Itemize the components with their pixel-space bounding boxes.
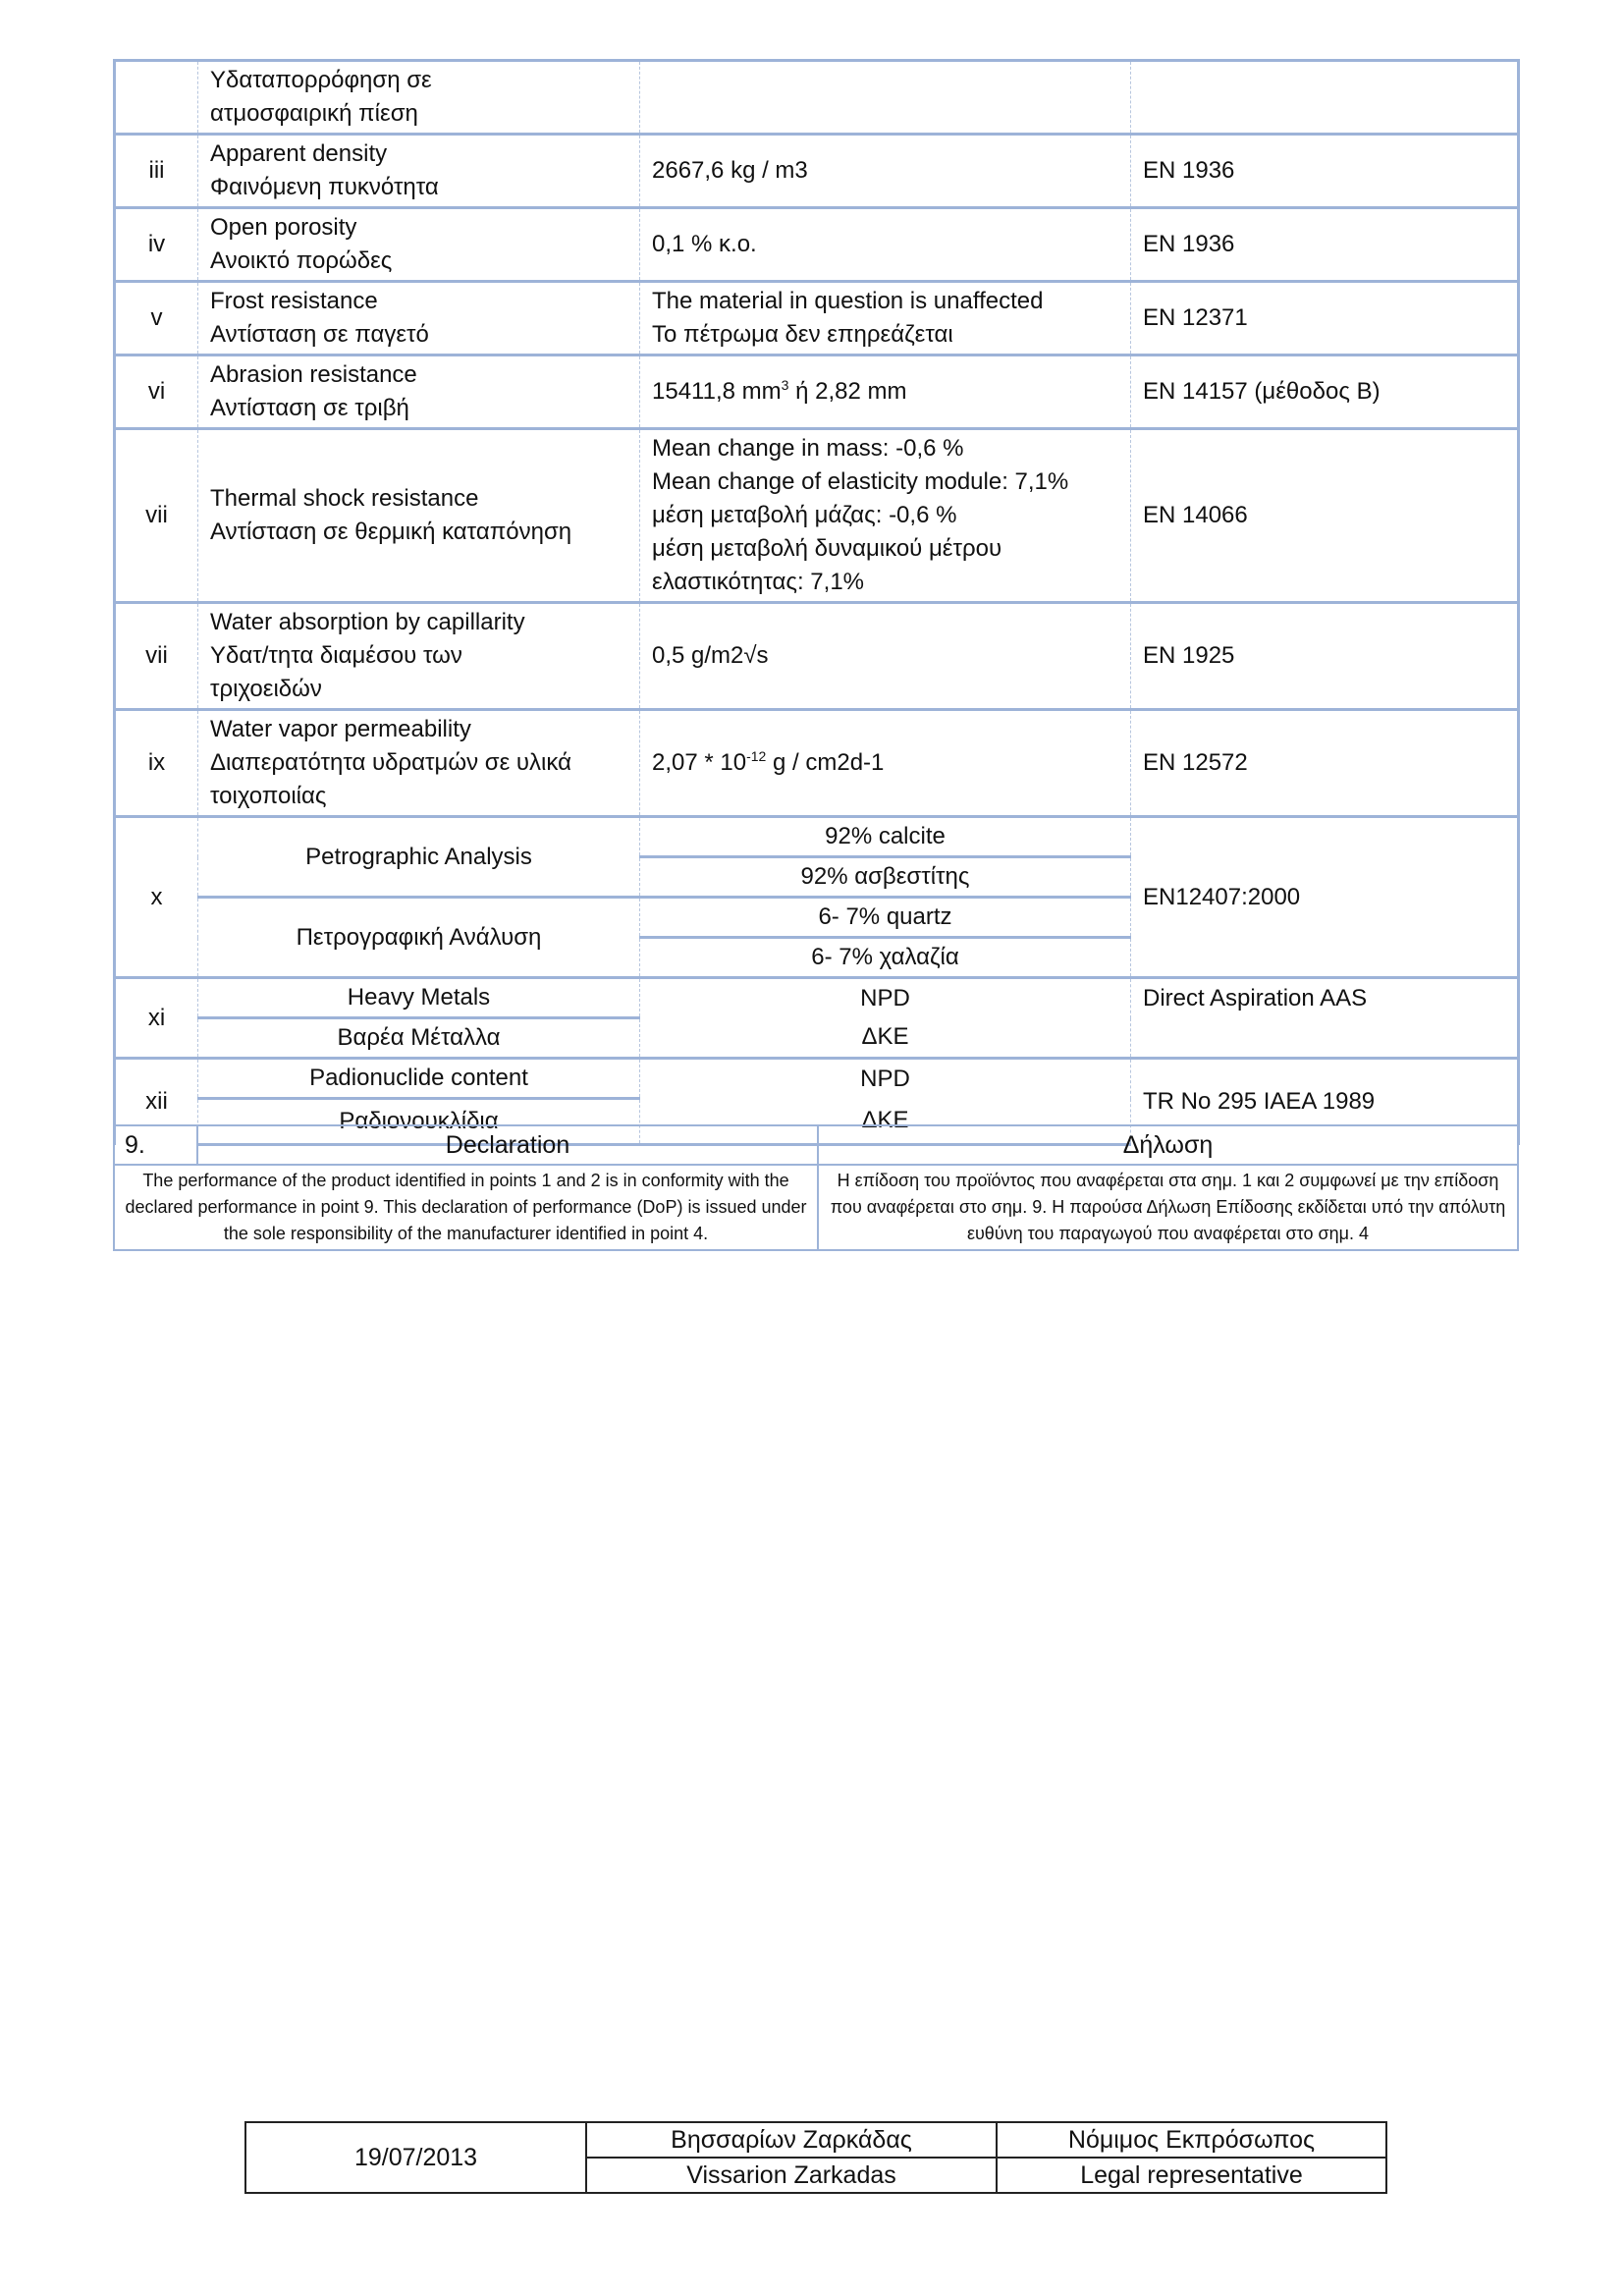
row-number: vii xyxy=(115,603,198,710)
table-row xyxy=(115,282,1519,355)
radionuclide-label-el: Ραδιονουκλίδια xyxy=(198,1099,640,1145)
petrographic-value: 6- 7% χαλαζία xyxy=(640,938,1131,978)
table-row xyxy=(115,208,1519,282)
row-number: vii xyxy=(115,429,198,603)
property-value: 2667,6 kg / m3 xyxy=(640,135,1131,208)
radionuclide-label-en: Padionuclide content xyxy=(198,1059,640,1099)
property-label: Water absorption by capillarity Υδατ/τητα διαμέσου των τριχοειδών xyxy=(198,603,640,710)
signatory-role-el: Νόμιμος Εκπρόσωπος xyxy=(997,2122,1386,2158)
property-label: Υδαταπορρόφηση σε ατμοσφαιρική πίεση xyxy=(198,61,640,135)
petrographic-label-el: Πετρογραφική Ανάλυση xyxy=(198,898,640,978)
property-label: Open porosity Ανοικτό πορώδες xyxy=(198,208,640,282)
property-standard: EN 14157 (μέθοδος Β) xyxy=(1131,355,1519,429)
property-standard: EN 1936 xyxy=(1131,135,1519,208)
declaration-number: 9. xyxy=(114,1125,197,1165)
empty-cell xyxy=(1131,1018,1519,1059)
property-standard: EN 12371 xyxy=(1131,282,1519,355)
declaration-table xyxy=(113,1124,1519,1251)
table-row-petrographic xyxy=(115,817,1519,857)
row-number: vi xyxy=(115,355,198,429)
property-standard: EN 1936 xyxy=(1131,208,1519,282)
petrographic-value: 92% ασβεστίτης xyxy=(640,857,1131,898)
table-row xyxy=(115,135,1519,208)
property-value: The material in question is unaffected Το πέτρωμα δεν επηρεάζεται xyxy=(640,282,1131,355)
property-label: Apparent density Φαινόμενη πυκνότητα xyxy=(198,135,640,208)
row-number: v xyxy=(115,282,198,355)
table-row xyxy=(115,603,1519,710)
property-value xyxy=(640,61,1131,135)
heavy-metals-standard: Direct Aspiration AAS xyxy=(1131,978,1519,1018)
property-label: Thermal shock resistance Αντίσταση σε θερμική καταπόνηση xyxy=(198,429,640,603)
property-value: 0,5 g/m2√s xyxy=(640,603,1131,710)
heavy-metals-label-el: Βαρέα Μέταλλα xyxy=(198,1018,640,1059)
property-label: Abrasion resistance Αντίσταση σε τριβή xyxy=(198,355,640,429)
heavy-metals-value-el: ΔΚΕ xyxy=(640,1018,1131,1059)
row-number: xii xyxy=(115,1059,198,1145)
declaration-text-en: The performance of the product identified in points 1 and 2 is in conformity with the declared performance in point 9. This declaration of performance (DoP) is issued under the sole responsibility of the manufacturer identified in point 4. xyxy=(114,1165,818,1250)
row-number: iii xyxy=(115,135,198,208)
petrographic-standard: EN12407:2000 xyxy=(1131,817,1519,978)
property-standard: EN 12572 xyxy=(1131,710,1519,817)
property-standard xyxy=(1131,61,1519,135)
property-standard: EN 1925 xyxy=(1131,603,1519,710)
declaration-title-el: Δήλωση xyxy=(818,1125,1518,1165)
table-row xyxy=(115,710,1519,817)
radionuclide-standard: TR No 295 IAEA 1989 xyxy=(1131,1059,1519,1145)
declaration-text-el: Η επίδοση του προϊόντος που αναφέρεται στα σημ. 1 και 2 συμφωνεί με την επίδοση που αναφέρεται στο σημ. 9. Η παρούσα Δήλωση Επίδοσης εκδίδεται υπό την απόλυτη ευθύνη του παραγωγού που αναφέρεται στο σημ. 4 xyxy=(818,1165,1518,1250)
petrographic-value: 92% calcite xyxy=(640,817,1131,857)
property-value: 15411,8 $mm^3$ ή 2,82 mm xyxy=(640,355,1131,429)
signatory-name-el: Βησσαρίων Ζαρκάδας xyxy=(586,2122,997,2158)
row-number: x xyxy=(115,817,198,978)
row-number: iv xyxy=(115,208,198,282)
signatory-name-en: Vissarion Zarkadas xyxy=(586,2158,997,2193)
declaration-body xyxy=(114,1165,1518,1250)
signatory-role-en: Legal representative xyxy=(997,2158,1386,2193)
table-subrow xyxy=(115,1018,1519,1059)
declaration-title-en: Declaration xyxy=(197,1125,818,1165)
heavy-metals-value-en: NPD xyxy=(640,978,1131,1018)
row-number: ix xyxy=(115,710,198,817)
property-value: Mean change in mass: -0,6 % Mean change of elasticity module: 7,1% μέση μεταβολή μάζας: -0,6 % μέση μεταβολή δυναμικού μέτρου ελαστικότητας: 7,1% xyxy=(640,429,1131,603)
heavy-metals-label-en: Heavy Metals xyxy=(198,978,640,1018)
property-label: Frost resistance Αντίσταση σε παγετό xyxy=(198,282,640,355)
property-standard: EN 14066 xyxy=(1131,429,1519,603)
petrographic-value: 6- 7% quartz xyxy=(640,898,1131,938)
property-value: 0,1 % κ.ο. xyxy=(640,208,1131,282)
radionuclide-value-en: NPD xyxy=(640,1059,1131,1099)
property-label: Water vapor permeability Διαπερατότητα υδρατμών σε υλικά τοιχοποιίας xyxy=(198,710,640,817)
table-row xyxy=(115,429,1519,603)
row-number: xi xyxy=(115,978,198,1059)
row-number xyxy=(115,61,198,135)
table-row xyxy=(115,61,1519,135)
properties-body xyxy=(115,61,1519,1145)
radionuclide-value-el: ΔΚΕ xyxy=(640,1099,1131,1145)
table-row-radionuclide xyxy=(115,1059,1519,1099)
table-row xyxy=(115,355,1519,429)
signature-block xyxy=(244,2121,1387,2194)
signature-row xyxy=(245,2122,1386,2158)
table-row-heavy-metals xyxy=(115,978,1519,1018)
signature-date: 19/07/2013 xyxy=(245,2122,586,2193)
declaration-header xyxy=(114,1125,1518,1165)
properties-table xyxy=(113,59,1520,1146)
petrographic-label-en: Petrographic Analysis xyxy=(198,817,640,898)
property-value: $2,07 * 10^{-12}$ g / cm2d-1 xyxy=(640,710,1131,817)
